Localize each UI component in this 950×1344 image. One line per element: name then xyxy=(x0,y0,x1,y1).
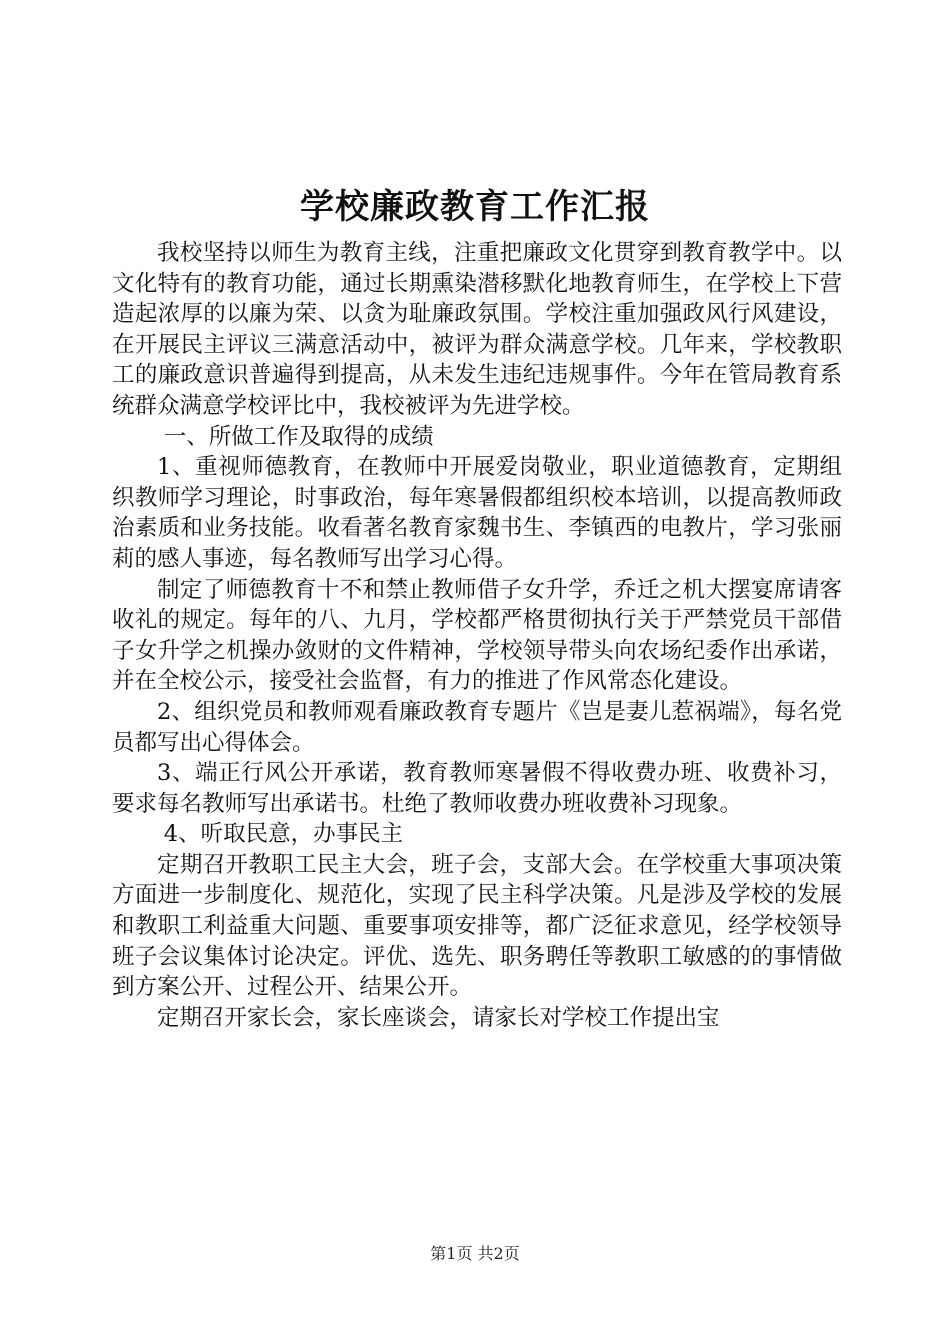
paragraph-item-1: 1、重视师德教育，在教师中开展爱岗敬业，职业道德教育，定期组织教师学习理论，时事政治，每年寒暑假都组织校本培训，以提高教师政治素质和业务技能。收看著名教育家魏书生、李镇西的电教片，学习张丽莉的感人事迹，每名教师写出学习心得。 xyxy=(112,454,842,572)
section-heading-achievements: 一、所做工作及取得的成绩 xyxy=(163,423,434,450)
paragraph-democracy: 定期召开教职工民主大会，班子会，支部大会。在学校重大事项决策方面进一步制度化、规范化，实现了民主科学决策。凡是涉及学校的发展和教职工利益重大问题、重要事项安排等，都广泛征求意见，经学校领导班子会议集体讨论决定。评优、选先、职务聘任等教职工敏感的的事情做到方案公开、过程公开、结果公开。 xyxy=(112,851,842,1001)
page-footer: 第1页 共2页 xyxy=(430,1244,520,1263)
paragraph-item-2: 2、组织党员和教师观看廉政教育专题片《岂是妻儿惹祸端》，每名党员都写出心得体会。 xyxy=(112,698,842,756)
document-body xyxy=(112,238,842,1033)
paragraph-intro: 我校坚持以师生为教育主线，注重把廉政文化贯穿到教育教学中。以文化特有的教育功能，通过长期熏染潜移默化地教育师生，在学校上下营造起浓厚的以廉为荣、以贪为耻廉政氛围。学校注重加强政风行风建设，在开展民主评议三满意活动中，被评为群众满意学校。几年来，学校教职工的廉政意识普遍得到提高，从未发生违纪违规事件。今年在管局教育系统群众满意学校评比中，我校被评为先进学校。 xyxy=(112,240,842,419)
paragraph-parents-meeting: 定期召开家长会，家长座谈会，请家长对学校工作提出宝 xyxy=(157,1004,720,1031)
paragraph-item-3: 3、端正行风公开承诺，教育教师寒暑假不得收费办班、收费补习，要求每名教师写出承诺书。杜绝了教师收费办班收费补习现象。 xyxy=(112,760,842,817)
document-title: 学校廉政教育工作汇报 xyxy=(300,187,650,227)
paragraph-item-4-heading: 4、听取民意，办事民主 xyxy=(163,821,404,848)
paragraph-ethics-rules: 制定了师德教育十不和禁止教师借子女升学，乔迁之机大摆宴席请客收礼的规定。每年的八、九月，学校都严格贯彻执行关于严禁党员干部借子女升学之机操办敛财的文件精神，学校领导带头向农场纪委作出承诺，并在全校公示，接受社会监督，有力的推进了作风常态化建设。 xyxy=(112,576,842,695)
